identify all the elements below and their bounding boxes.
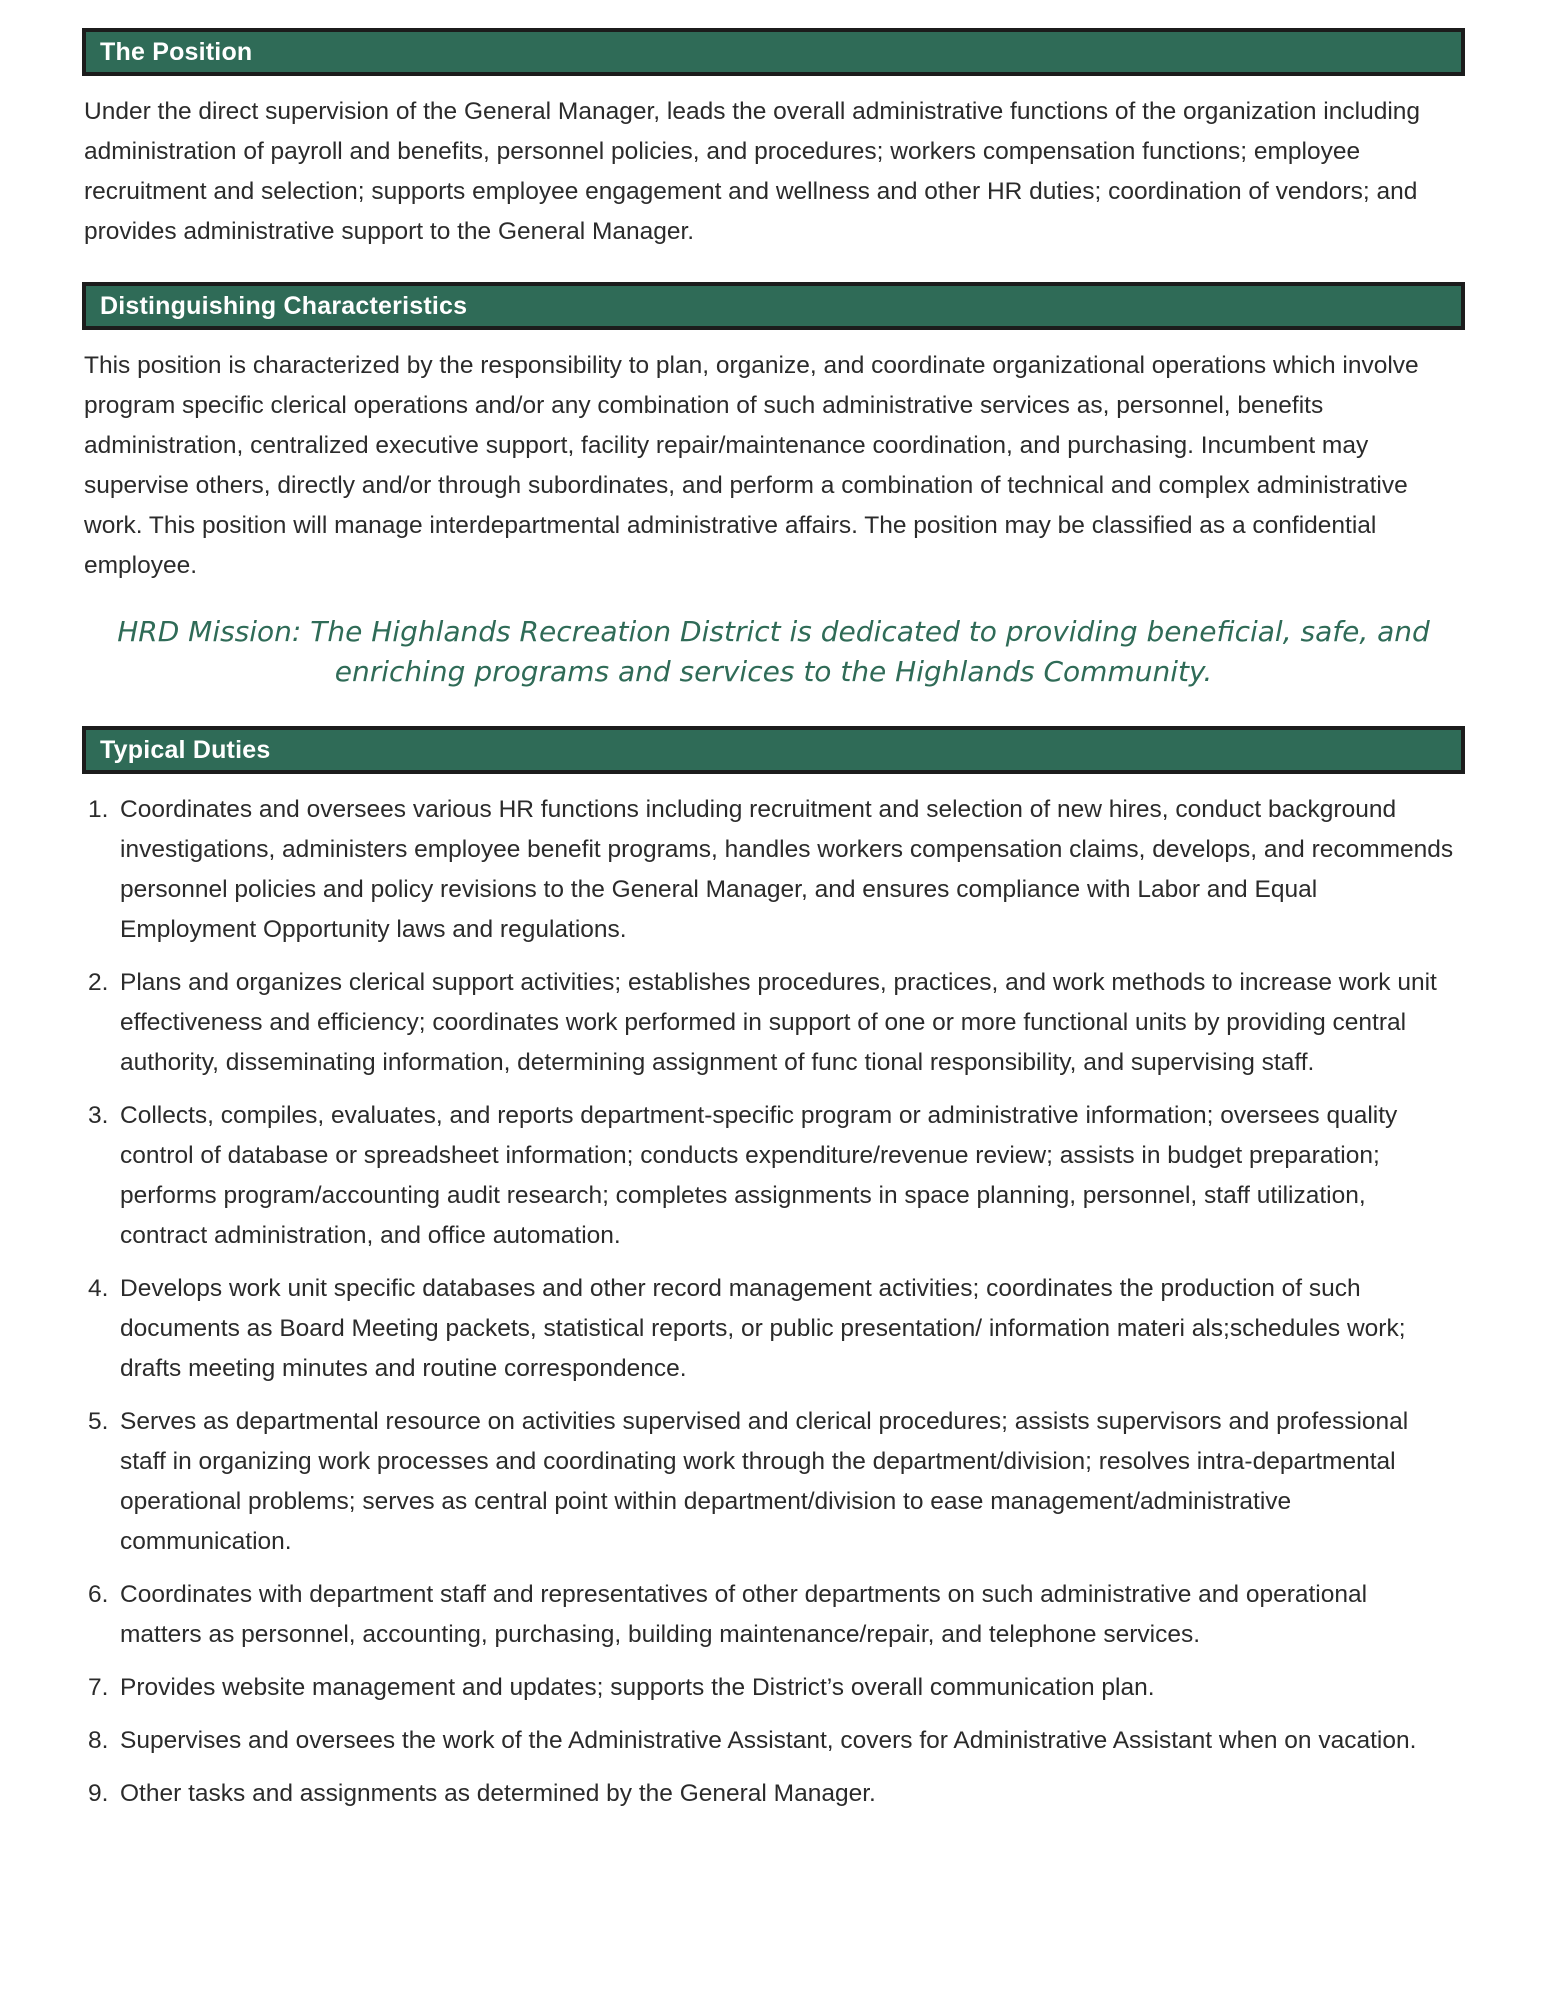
duty-number: 4. bbox=[88, 1275, 109, 1302]
duty-item bbox=[82, 1402, 1465, 1562]
duty-number: 7. bbox=[88, 1674, 109, 1701]
characteristics-paragraph: This position is characterized by the responsibility to plan, organize, and coordinate organizational operations which involve program specific clerical operations and/or any combination of such administrative services as, personnel, benefits administration, centralized executive support, facility repair/maintenance coordination, and purchasing. Incumbent may supervise others, directly and/or through subordinates, and perform a combination of technical and complex administrative work. This position will manage interdepartmental administrative affairs. The position may be classified as a confidential employee. bbox=[84, 352, 1419, 579]
duty-item bbox=[82, 1096, 1465, 1256]
duty-text: Coordinates and oversees various HR functions including recruitment and selection of new hires, conduct background investigations, administers employee benefit programs, handles workers compensation claims, develops, and recommends personnel policies and policy revisions to the General Manager, and ensures compliance with Labor and Equal Employment Opportunity laws and regulations. bbox=[120, 796, 1454, 943]
section-header-position bbox=[82, 28, 1465, 76]
duty-number: 2. bbox=[88, 969, 109, 996]
duty-text: Collects, compiles, evaluates, and reports department-specific program or administrative information; oversees quality control of database or spreadsheet information; conducts expenditure/revenue review; assists in budget preparation; performs program/accounting audit research; completes assignments in space planning, personnel, staff utilization, contract administration, and office automation. bbox=[120, 1102, 1398, 1249]
duty-text: Supervises and oversees the work of the Administrative Assistant, covers for Administrative Assistant when on vacation. bbox=[120, 1727, 1417, 1754]
duty-item bbox=[82, 1668, 1465, 1708]
duty-item bbox=[82, 1774, 1465, 1814]
duty-text: Develops work unit specific databases and other record management activities; coordinates the production of such documents as Board Meeting packets, statistical reports, or public presentation/ information materi als;schedules work; drafts meeting minutes and routine correspondence. bbox=[120, 1275, 1406, 1382]
duty-number: 3. bbox=[88, 1102, 109, 1129]
duty-item bbox=[82, 963, 1465, 1083]
position-paragraph: Under the direct supervision of the General Manager, leads the overall administrative functions of the organization including administration of payroll and benefits, personnel policies, and procedures; workers compensation functions; employee recruitment and selection; supports employee engagement and wellness and other HR duties; coordination of vendors; and provides administrative support to the General Manager. bbox=[84, 98, 1421, 245]
duty-text: Provides website management and updates; supports the District’s overall communication plan. bbox=[120, 1674, 1155, 1701]
duty-text: Other tasks and assignments as determined by the General Manager. bbox=[120, 1780, 876, 1807]
mission-statement: HRD Mission: The Highlands Recreation District is dedicated to providing beneficial, safe, and enriching programs and services to the Highlands Community. bbox=[117, 615, 1430, 688]
section-title-characteristics: Distinguishing Characteristics bbox=[100, 291, 468, 320]
duty-number: 8. bbox=[88, 1727, 109, 1754]
duty-item bbox=[82, 1575, 1465, 1655]
duty-text: Serves as departmental resource on activities supervised and clerical procedures; assists supervisors and professional staff in organizing work processes and coordinating work through the department/division; resolves intra-departmental operational problems; serves as central point within department/division to ease management/administrative communication. bbox=[120, 1408, 1409, 1555]
section-title-duties: Typical Duties bbox=[100, 735, 271, 764]
duty-number: 6. bbox=[88, 1581, 109, 1608]
duty-number: 1. bbox=[88, 796, 109, 823]
duty-text: Plans and organizes clerical support activities; establishes procedures, practices, and work methods to increase work unit effectiveness and efficiency; coordinates work performed in support of one or more functional units by providing central authority, disseminating information, determining assignment of func tional responsibility, and supervising staff. bbox=[120, 969, 1437, 1076]
section-header-characteristics bbox=[82, 282, 1465, 330]
duties-list bbox=[82, 790, 1465, 1814]
duty-number: 5. bbox=[88, 1408, 109, 1435]
duty-item bbox=[82, 790, 1465, 950]
duty-text: Coordinates with department staff and representatives of other departments on such administrative and operational matters as personnel, accounting, purchasing, building maintenance/repair, and telephone services. bbox=[120, 1581, 1368, 1648]
section-header-duties bbox=[82, 726, 1465, 774]
duty-item bbox=[82, 1721, 1465, 1761]
document-page bbox=[82, 28, 1465, 1827]
duty-number: 9. bbox=[88, 1780, 109, 1807]
duty-item bbox=[82, 1269, 1465, 1389]
section-title-position: The Position bbox=[100, 37, 253, 66]
